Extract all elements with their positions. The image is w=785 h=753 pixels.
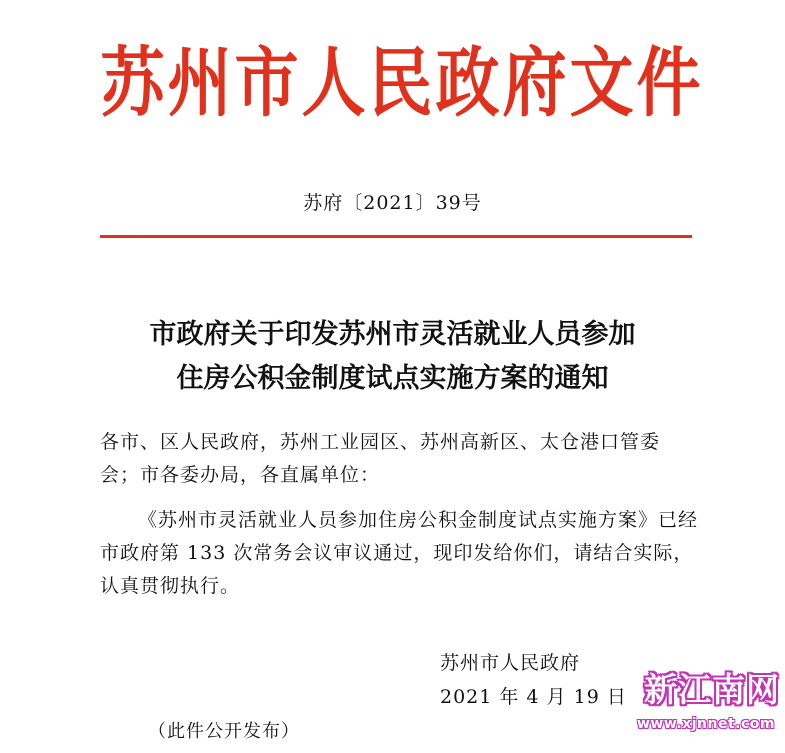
title-line-1: 市政府关于印发苏州市灵活就业人员参加 (149, 319, 636, 350)
document-number: 苏府〔2021〕39号 (303, 192, 482, 214)
site-watermark (628, 662, 784, 752)
red-divider-line (100, 235, 692, 238)
issue-date: 2021 年 4 月 19 日 (440, 686, 627, 708)
notice-paragraph: 《苏州市灵活就业人员参加住房公积金制度试点实施方案》已经市政府第 133 次常务会议审议通过，现印发给你们，请结合实际，认真贯彻执行。 (100, 509, 699, 597)
document-title (60, 313, 725, 401)
publication-note: （此件公开发布） (148, 721, 300, 742)
watermark-logo (642, 666, 782, 708)
masthead (100, 22, 704, 132)
masthead-title: 苏州市人民政府文件 (100, 39, 704, 128)
title-line-2: 住房公积金制度试点实施方案的通知 (176, 363, 609, 394)
recipients-paragraph: 各市、区人民政府，苏州工业园区、苏州高新区、太仓港口管委会；市各委办局，各直属单位： (100, 431, 661, 486)
issuer-signature: 苏州市人民政府 (440, 652, 581, 674)
watermark-logo-text: 新江南网 (644, 669, 780, 709)
watermark-url: www.xjnnet.com (637, 716, 775, 732)
